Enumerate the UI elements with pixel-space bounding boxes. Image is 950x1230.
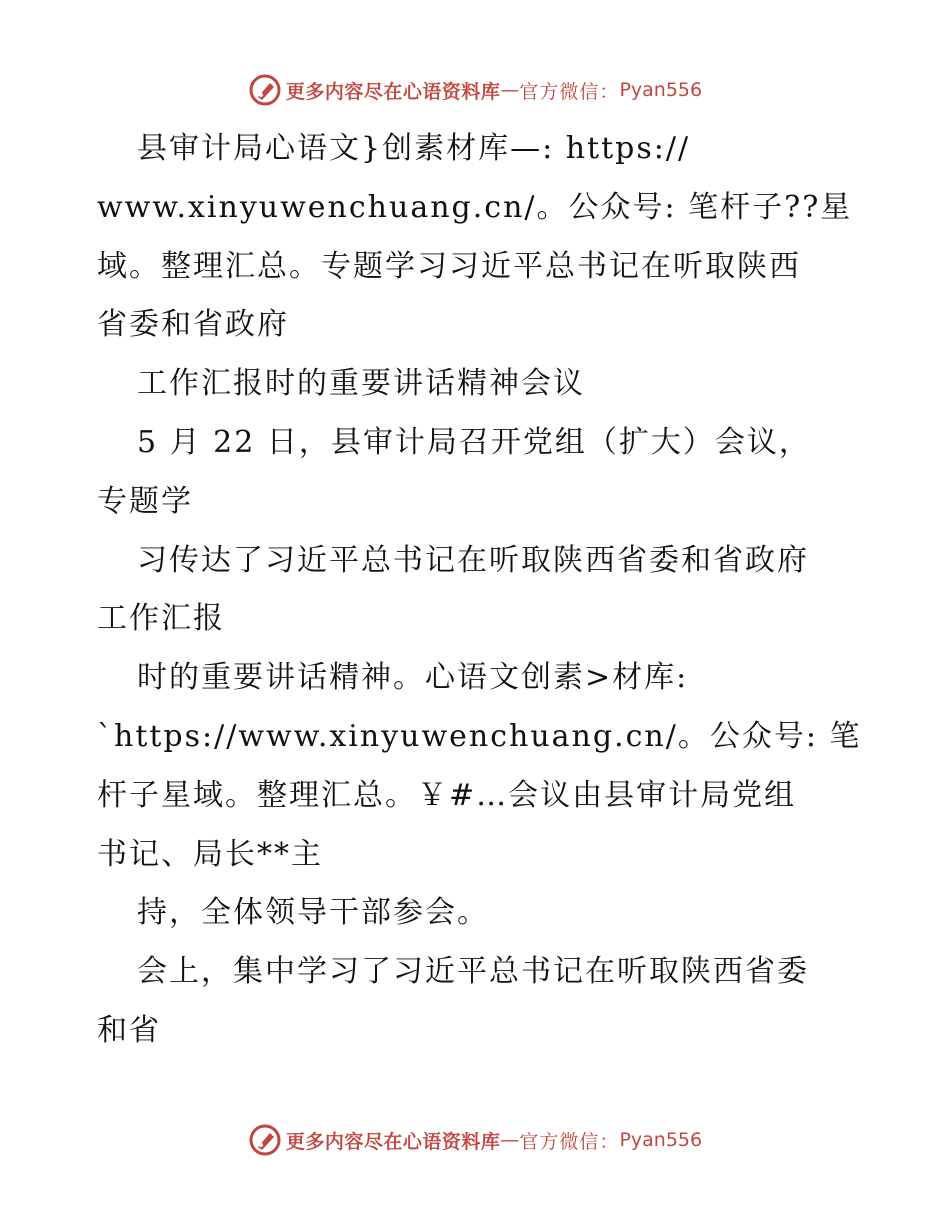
text-line: 专题学 [97, 483, 193, 519]
banner-dash: — [500, 1129, 520, 1151]
text-line: 持，全体领导干部参会。 [137, 895, 489, 931]
text-line: 会上，集中学习了习近平总书记在听取陕西省委 [137, 954, 809, 990]
banner-account-id: Pyan556 [619, 79, 703, 101]
banner-main-text: 更多内容尽在心语资料库 [285, 1130, 501, 1153]
text-line: `https://www.xinyuwenchuang.cn/。公众号: 笔 [97, 718, 862, 754]
banner-account-label: 官方微信： [519, 80, 620, 103]
banner-main-text: 更多内容尽在心语资料库 [285, 80, 501, 103]
text-line: 工作汇报时的重要讲话精神会议 [137, 366, 585, 402]
text-line: 习传达了习近平总书记在听取陕西省委和省政府 [137, 542, 809, 578]
header-banner [0, 70, 950, 110]
text-line: www.xinyuwenchuang.cn/。公众号: 笔杆子??星 [97, 189, 853, 225]
text-line: 省委和省政府 [97, 307, 289, 343]
footer-banner [0, 1120, 950, 1160]
document-body [97, 120, 862, 1061]
text-line: 域。整理汇总。专题学习习近平总书记在听取陕西 [97, 248, 801, 284]
text-line: 工作汇报 [97, 601, 225, 637]
banner-account-id: Pyan556 [619, 1129, 703, 1151]
text-line: 和省 [97, 1012, 161, 1048]
text-line: 书记、局长**主 [97, 836, 323, 872]
text-line: 杆子星域。整理汇总。￥#…会议由县审计局党组 [97, 777, 797, 813]
pen-nib-circle-icon [248, 1123, 282, 1157]
banner-account-label: 官方微信： [519, 1130, 620, 1153]
text-line: 5 月 22 日，县审计局召开党组（扩大）会议， [137, 424, 811, 460]
banner-dash: — [500, 79, 520, 101]
text-line: 县审计局心语文}创素材库—: https:// [137, 131, 691, 166]
text-line: 时的重要讲话精神。心语文创素>材库: [137, 660, 689, 696]
pen-nib-circle-icon [248, 73, 282, 107]
